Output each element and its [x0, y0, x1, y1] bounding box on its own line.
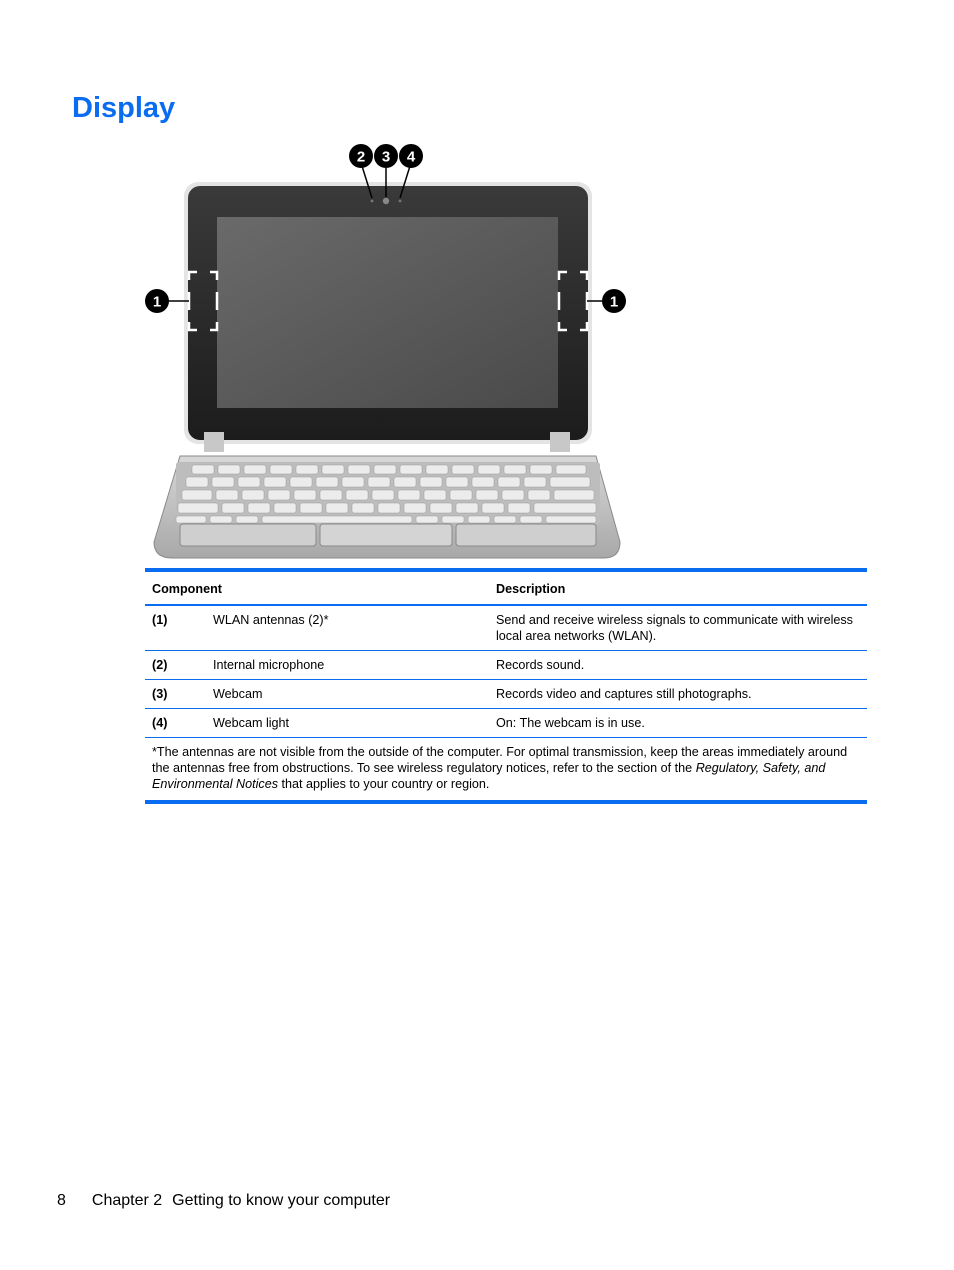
row-description: Records video and captures still photographs.: [496, 687, 752, 701]
chapter-label: Chapter 2: [91, 1192, 163, 1209]
header-description: Description: [496, 582, 566, 596]
row-description: On: The webcam is in use.: [496, 716, 645, 730]
components-table: [145, 568, 867, 804]
touchpad: [320, 524, 452, 546]
row-number: (2): [152, 658, 168, 672]
table-footnote: [145, 738, 867, 800]
table-row: [145, 606, 867, 651]
svg-text:2: 2: [356, 148, 366, 166]
callout-3: [374, 144, 398, 168]
footnote-document-title: Regulatory, Safety, and Environmental Notices: [152, 761, 826, 791]
header-component: Component: [152, 582, 222, 596]
laptop-display-illustration: [140, 140, 640, 565]
svg-text:1: 1: [152, 293, 162, 311]
table-row: [145, 680, 867, 709]
table-row: [145, 709, 867, 738]
touchpad-right-button: [456, 524, 596, 546]
row-component: WLAN antennas (2)*: [213, 613, 329, 627]
row-component: Webcam: [213, 687, 263, 701]
svg-text:4: 4: [406, 148, 416, 166]
page-title: Display: [72, 92, 176, 124]
row-component: Webcam light: [213, 716, 290, 730]
webcam-lens: [383, 198, 389, 204]
table-header: [145, 572, 867, 606]
hinge-right: [550, 432, 570, 452]
page-number: 8: [57, 1192, 66, 1209]
screen: [217, 217, 558, 408]
row-description: Records sound.: [496, 658, 585, 672]
touchpad-left-button: [180, 524, 316, 546]
svg-text:3: 3: [381, 148, 391, 166]
callout-4: [399, 144, 423, 168]
page-footer: [57, 1192, 390, 1210]
footnote-text: *The antennas are not visible from the outside of the computer. For optimal transmission, keep the areas immediately around the antennas free from obstructions. To see wireless regulatory notices, refer to the section of the: [152, 745, 848, 775]
table-row: [145, 651, 867, 680]
row-number: (3): [152, 687, 168, 701]
row-number: (4): [152, 716, 168, 730]
callout-1-right: [602, 289, 626, 313]
svg-text:1: 1: [609, 293, 619, 311]
footnote-text-end: that applies to your country or region.: [278, 777, 490, 791]
webcam-light: [399, 200, 402, 203]
microphone-hole: [371, 200, 374, 203]
callout-2: [349, 144, 373, 168]
row-component: Internal microphone: [213, 658, 325, 672]
row-description: Send and receive wireless signals to communicate with wireless local area networks (WLAN).: [496, 613, 853, 643]
callout-1-left: [145, 289, 169, 313]
hinge-left: [204, 432, 224, 452]
chapter-title: Getting to know your computer: [172, 1192, 391, 1209]
row-number: (1): [152, 613, 168, 627]
